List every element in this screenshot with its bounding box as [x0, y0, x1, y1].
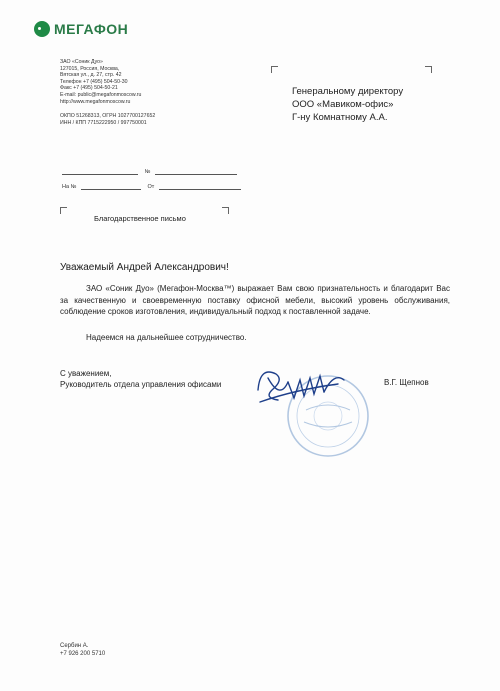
letter-title: Благодарственное письмо	[94, 214, 186, 223]
addressee-block	[292, 85, 403, 124]
body-paragraph: ЗАО «Соник Дуо» (Мегафон-Москва™) выражает Вам свою признательность и благодарит Вас за качественную и своевременную поставку офисной мебели, высокий уровень обслуживания, соблюдение сроков изготовления, индивидуальный подход к поставленной задаче.	[60, 284, 450, 316]
contact-phone: +7 926 200 5710	[60, 651, 106, 657]
stamp-and-signature	[254, 360, 372, 460]
sender-line: 127015, Россия, Москва,	[60, 65, 120, 72]
date-label: От	[147, 184, 155, 190]
contact-footer	[60, 642, 105, 658]
reference-number-row	[62, 183, 241, 190]
sender-registration	[60, 113, 155, 126]
closing-line: Руководитель отдела управления офисами	[60, 380, 222, 389]
closing-block	[60, 368, 221, 390]
title-bracket-right	[222, 207, 229, 214]
outgoing-number-row	[62, 168, 237, 175]
company-stamp	[288, 376, 368, 456]
contact-name: Сербин А.	[60, 643, 89, 649]
sender-reg-line: ИНН / КПП 7715222950 / 997750001	[60, 119, 147, 126]
sender-line: Телефон +7 (495) 504-50-30	[60, 78, 128, 85]
addressee-line: ООО «Мавиком-офис»	[292, 99, 394, 110]
ref-blank	[81, 183, 141, 190]
sender-line: Факс +7 (495) 504-50-21	[60, 85, 118, 92]
ref-label: На №	[62, 184, 77, 190]
addressee-line: Г-ну Комнатному А.А.	[292, 112, 388, 123]
sender-line: E-mail: public@megafonmoscow.ru	[60, 91, 142, 98]
addressee-bracket-right	[425, 66, 432, 73]
number-blank-left	[62, 168, 138, 175]
closing-line: С уважением,	[60, 369, 112, 378]
greeting: Уважаемый Андрей Александрович!	[60, 262, 229, 273]
addressee-bracket-left	[271, 66, 278, 73]
signer-name: В.Г. Щепнов	[384, 378, 429, 387]
number-label: №	[144, 169, 151, 175]
sender-line: http://www.megafonmoscow.ru	[60, 98, 131, 105]
sender-block	[60, 59, 155, 126]
sender-line: Вятская ул., д. 27, стр. 42	[60, 72, 122, 79]
addressee-line: Генеральному директору	[292, 86, 404, 97]
megafon-logo	[34, 21, 128, 37]
logo-text: МЕГАФОН	[54, 21, 129, 37]
number-blank-right	[155, 168, 237, 175]
body-paragraph: Надеемся на дальнейшее сотрудничество.	[86, 332, 247, 342]
sender-line: ЗАО «Соник Дуо»	[60, 59, 103, 65]
date-blank	[159, 183, 241, 190]
megafon-logo-icon	[34, 21, 50, 37]
sender-reg-line: ОКПО 51268313, ОГРН 1027700127652	[60, 113, 156, 120]
letter-body	[60, 283, 450, 343]
title-bracket-left	[60, 207, 67, 214]
